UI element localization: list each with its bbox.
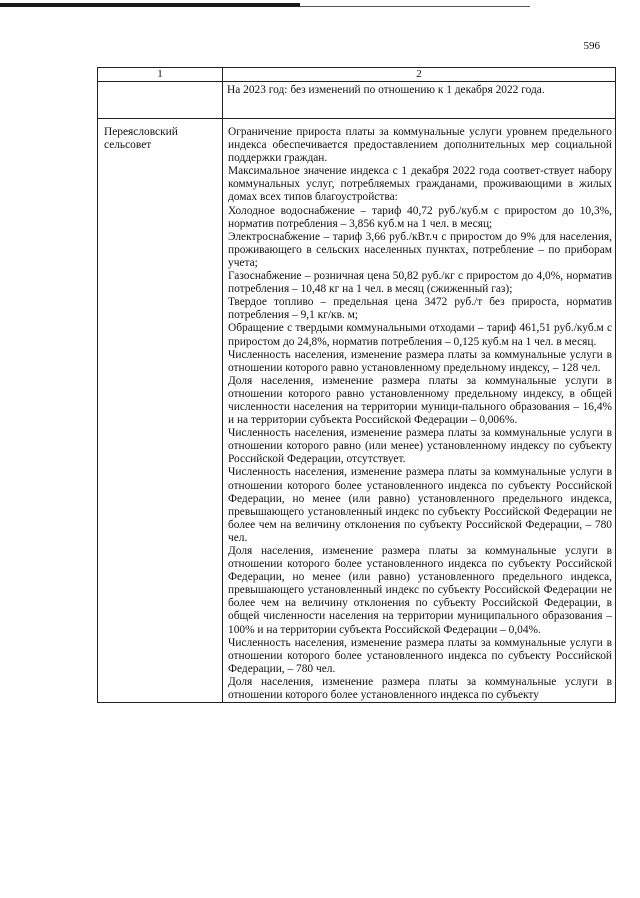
paragraph: Твердое топливо – предельная цена 3472 руб./т без прироста, норматив потребления – 9,1 кг/кв. м; bbox=[228, 296, 612, 322]
paragraph: Доля населения, изменение размера платы за коммунальные услуги в отношении которого равно установленному предельному индексу, в общей численности населения на территории муници-пального образования – 16,4% и на территории субъекта Российской Федерации – 0,006%. bbox=[228, 374, 612, 427]
paragraph: Численность населения, изменение размера платы за коммунальные услуги в отношении которого равно (или менее) установленному индексу по субъекту Российской Федерации, отсутствует. bbox=[228, 427, 612, 466]
municipality-name: Переясловский сельсовет bbox=[104, 126, 178, 151]
document-table bbox=[97, 67, 616, 703]
paragraph: Холодное водоснабжение – тариф 40,72 руб./куб.м с приростом до 10,3%, норматив потребления – 3,856 куб.м на 1 чел. в месяц; bbox=[228, 204, 612, 230]
row1-col1 bbox=[98, 82, 223, 119]
paragraph: Доля населения, изменение размера платы за коммунальные услуги в отношении которого более установленного индекса по субъекту bbox=[228, 675, 612, 702]
municipality-cell bbox=[98, 119, 223, 703]
row1-col2 bbox=[223, 82, 616, 119]
table-row bbox=[98, 119, 616, 703]
paragraph: Газоснабжение – розничная цена 50,82 руб./кг с приростом до 4,0%, норматив потребления – 10,48 кг на 1 чел. в месяц (сжиженный газ); bbox=[228, 270, 612, 296]
row1-text: На 2023 год: без изменений по отношению к 1 декабря 2022 года. bbox=[227, 84, 545, 96]
paragraph: Численность населения, изменение размера платы за коммунальные услуги в отношении которого равно установленному предельному индексу, – 128 чел. bbox=[228, 348, 612, 374]
paragraph: Максимальное значение индекса с 1 декабря 2022 года соответ-ствует набору коммунальных услуг, потребляемых гражданами, проживающими в жилых домах всех типов благоустройства: bbox=[228, 165, 612, 204]
content-cell bbox=[223, 119, 616, 703]
paragraph: Ограничение прироста платы за коммунальные услуги уровнем предельного индекса обеспечивается предоставлением дополнительных мер социальной поддержки граждан. bbox=[228, 126, 612, 165]
scan-edge-mark bbox=[0, 3, 300, 7]
scan-edge-line bbox=[300, 6, 530, 7]
content-paragraphs bbox=[223, 119, 615, 702]
paragraph: Численность населения, изменение размера платы за коммунальные услуги в отношении которого более установленного индекса по субъекту Российской Федерации, но менее (или равно) установленного предельного индекса, превышающего установленный индекс по субъекту Российской Федерации не более чем на величину отклонения по субъекту Российской Федерации, – 780 чел. bbox=[228, 466, 612, 544]
paragraph: Электроснабжение – тариф 3,66 руб./кВт.ч с приростом до 9% для населения, проживающего в сельских населенных пунктах, потребление – по приборам учета; bbox=[228, 230, 612, 269]
table-row bbox=[98, 82, 616, 119]
page-number: 596 bbox=[583, 40, 600, 52]
column-number-2: 2 bbox=[223, 68, 616, 82]
table-header-row bbox=[98, 68, 616, 82]
paragraph: Доля населения, изменение размера платы за коммунальные услуги в отношении которого более установленного индекса по субъекту Российской Федерации, но менее (или равно) установленного предельного индекса, превышающего установленный индекс по субъекту Российской Федерации не более чем на величину отклонения по субъекту Российской Федерации, в общей численности населения на территории муниципального образования – 100% и на территории субъекта Российской Федерации – 0,04%. bbox=[228, 545, 612, 636]
paragraph: Обращение с твердыми коммунальными отходами – тариф 461,51 руб./куб.м с приростом до 24,8%, норматив потребления – 0,125 куб.м на 1 чел. в месяц. bbox=[228, 322, 612, 348]
column-number-1: 1 bbox=[98, 68, 223, 82]
paragraph: Численность населения, изменение размера платы за коммунальные услуги в отношении которого более установленного индекса по субъекту Российской Федерации, – 780 чел. bbox=[228, 636, 612, 675]
